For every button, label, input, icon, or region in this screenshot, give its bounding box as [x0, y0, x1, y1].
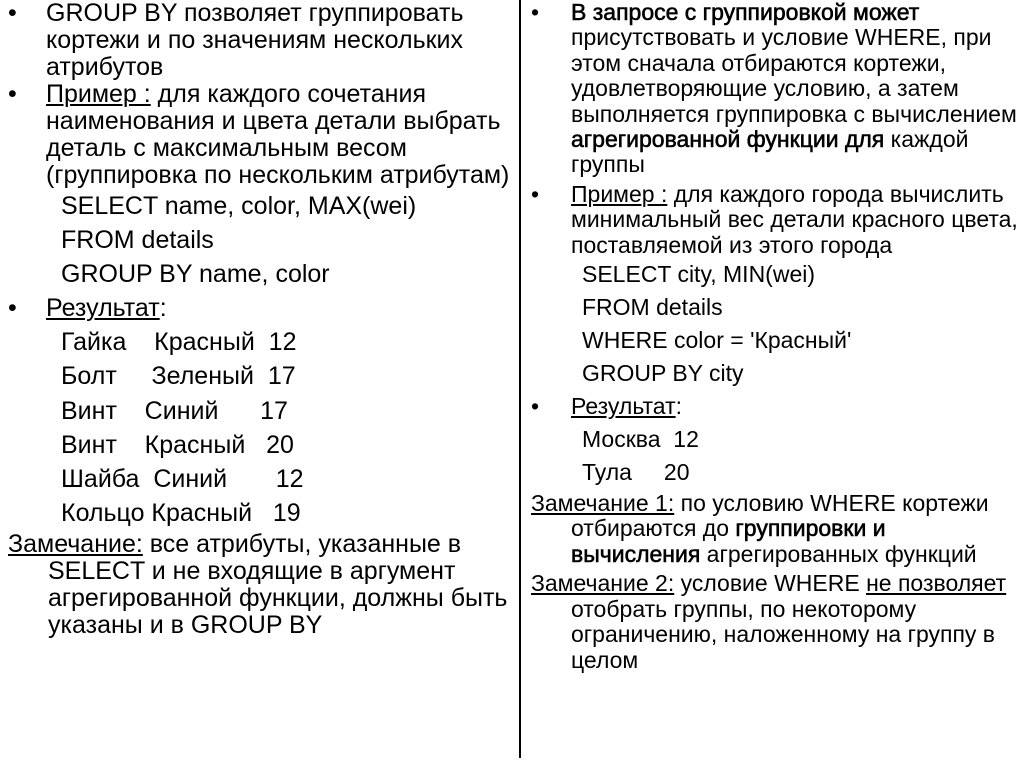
- right-where-bold: В запросе с группировкой может: [571, 0, 920, 25]
- left-result-colon: :: [159, 294, 167, 322]
- result-row: Шайба Синий 12: [61, 465, 304, 494]
- right-sql-line: GROUP BY city: [582, 360, 744, 387]
- right-result-label: Результат: [571, 393, 676, 420]
- bullet-dot: •: [8, 80, 17, 108]
- result-row: Винт Красный 20: [61, 430, 294, 459]
- right-where-text: присутствовать и условие WHERE, при этом сначала отбираются кортежи, удовлетворяющие условию, а затем выполняется группировка с вычислением: [571, 24, 1017, 127]
- right-note1-text: по условию WHERE кортежи отбираются до: [571, 490, 989, 542]
- right-where-text2: каждой группы: [571, 126, 969, 178]
- bullet-dot: •: [531, 0, 540, 25]
- bullet-dot: •: [8, 294, 17, 322]
- result-row: Тула 20: [582, 459, 690, 486]
- left-sql-line: FROM details: [61, 226, 214, 254]
- right-note1-text2: агрегированных функций: [700, 540, 977, 567]
- result-row: Гайка Красный 12: [61, 328, 297, 356]
- bullet-dot: •: [531, 393, 540, 420]
- bullet-dot: •: [531, 180, 540, 207]
- right-bullet-result: [531, 390, 1021, 423]
- right-note-2: [531, 571, 1021, 673]
- right-sql-line: WHERE color = 'Красный': [582, 327, 852, 354]
- right-note1-bold: группировки и вычисления: [571, 515, 886, 567]
- right-example-text: для каждого города вычислить минимальный вес детали красного цвета, поставляемой из этого города: [571, 180, 1018, 258]
- left-bullet-example: [8, 81, 513, 189]
- right-bullet-example: [531, 182, 1021, 258]
- left-bullet-result: [8, 291, 513, 325]
- result-row: Винт Синий 17: [61, 396, 288, 425]
- right-note-1: [531, 491, 1021, 567]
- right-sql-block: [531, 258, 1021, 390]
- right-result-colon: :: [675, 393, 682, 420]
- left-column: [8, 0, 513, 639]
- left-bullet-group-by: [8, 0, 513, 81]
- right-note1-label: Замечание 1:: [531, 490, 675, 517]
- right-note2-text2: отобрать группы, по некоторому ограничению, наложенному на группу в целом: [571, 595, 996, 673]
- right-column: [531, 0, 1021, 673]
- left-sql-line: GROUP BY name, color: [61, 260, 330, 288]
- right-sql-line: SELECT city, MIN(wei): [582, 261, 816, 288]
- left-result-label: Результат: [46, 294, 160, 322]
- left-note: [8, 531, 513, 639]
- left-sql-line: SELECT name, color, MAX(wei): [61, 192, 417, 220]
- left-bullet-group-by-text: GROUP BY позволяет группировать кортежи и по значениям нескольких атрибутов: [46, 0, 464, 81]
- right-note2-label: Замечание 2:: [531, 570, 675, 597]
- left-result-table: [8, 325, 513, 531]
- right-sql-line: FROM details: [582, 294, 723, 321]
- right-result-table: [531, 423, 1021, 489]
- left-note-label: Замечание:: [8, 529, 143, 558]
- left-example-text: для каждого сочетания наименования и цвета детали выбрать деталь с максимальным весом (группировка по нескольким атрибутам): [46, 80, 510, 189]
- right-example-label: Пример :: [571, 180, 668, 207]
- column-divider: [519, 0, 521, 758]
- result-row: Кольцо Красный 19: [61, 499, 301, 528]
- left-sql-block: [8, 189, 513, 291]
- result-row: Болт Зеленый 17: [61, 362, 296, 391]
- right-where-bold2: агрегированной функции для: [571, 126, 885, 153]
- left-example-label: Пример :: [46, 80, 151, 108]
- left-note-text: все атрибуты, указанные в SELECT и не входящие в аргумент агрегированной функции, должны быть указаны и в GROUP BY: [48, 529, 508, 639]
- bullet-dot: •: [8, 0, 17, 27]
- right-note2-underlined: не позволяет: [866, 570, 1007, 597]
- result-row: Москва 12: [582, 426, 699, 453]
- right-bullet-where: [531, 0, 1021, 178]
- right-note2-text: условие WHERE: [674, 570, 867, 597]
